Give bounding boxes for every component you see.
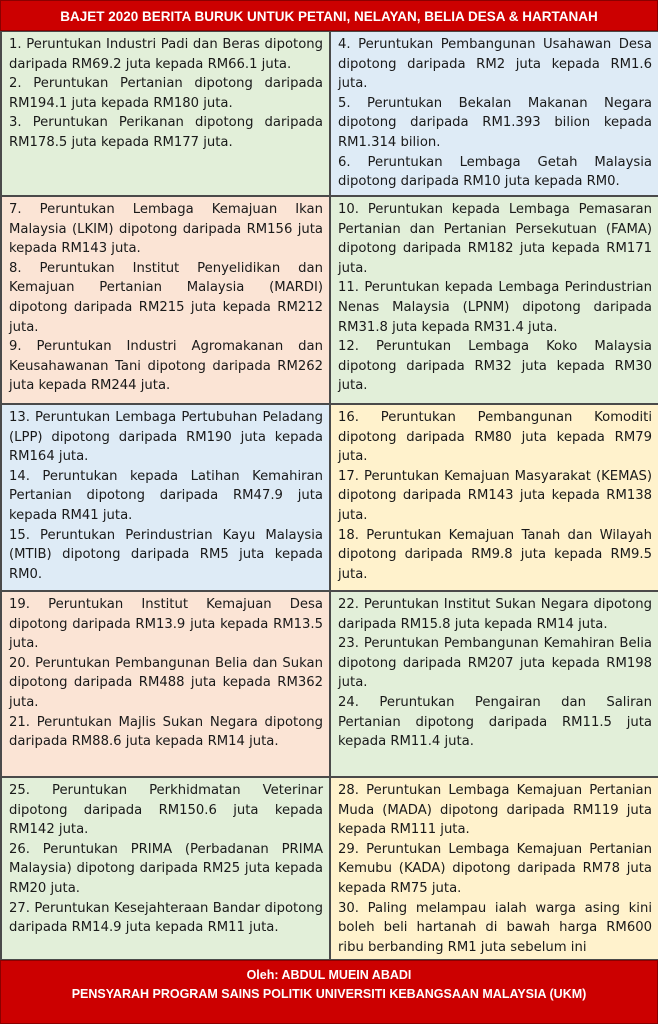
cut-item: 6. Peruntukan Lembaga Getah Malaysia dipotong daripada RM10 juta kepada RM0. [338, 154, 652, 190]
cut-item: 13. Peruntukan Lembaga Pertubuhan Peladang (LPP) dipotong daripada RM190 juta kepada RM164 juta. [9, 410, 323, 465]
author-footer [0, 960, 658, 1024]
cut-item: 17. Peruntukan Kemajuan Masyarakat (KEMAS) dipotong daripada RM143 juta kepada RM138 juta. [338, 468, 652, 523]
cut-item: 10. Peruntukan kepada Lembaga Pemasaran Pertanian dan Pertanian Persekutuan (FAMA) dipotong daripada RM182 juta kepada RM171 juta. [338, 202, 652, 276]
budget-cuts-grid [0, 31, 658, 960]
cut-item: 24. Peruntukan Pengairan dan Saliran Pertanian dipotong daripada RM11.5 juta kepada RM11.4 juta. [338, 694, 652, 750]
cut-item: 2. Peruntukan Pertanian dipotong daripada RM194.1 juta kepada RM180 juta. [9, 76, 323, 111]
cut-item: 22. Peruntukan Institut Sukan Negara dipotong daripada RM15.8 juta kepada RM14 juta. [338, 597, 652, 632]
cut-item: 23. Peruntukan Pembangunan Kemahiran Belia dipotong daripada RM207 juta kepada RM198 juta. [338, 636, 652, 691]
cut-item: 28. Peruntukan Lembaga Kemajuan Pertanian Muda (MADA) dipotong daripada RM119 juta kepada RM111 juta. [338, 783, 652, 838]
cut-item: 21. Peruntukan Majlis Sukan Negara dipotong daripada RM88.6 juta kepada RM14 juta. [9, 714, 323, 750]
cut-item: 15. Peruntukan Perindustrian Kayu Malaysia (MTIB) dipotong daripada RM5 juta kepada RM0. [9, 527, 323, 582]
cut-item: 12. Peruntukan Lembaga Koko Malaysia dipotong daripada RM32 juta kepada RM30 juta. [338, 339, 652, 394]
cut-item: 29. Peruntukan Lembaga Kemajuan Pertanian Kemubu (KADA) dipotong daripada RM78 juta kepada RM75 juta. [338, 841, 652, 896]
cuts-cell-8 [330, 591, 658, 777]
page-title: BAJET 2020 BERITA BURUK UNTUK PETANI, NELAYAN, BELIA DESA & HARTANAH [0, 0, 658, 31]
cuts-cell-4 [330, 196, 658, 404]
cuts-cell-3 [1, 196, 330, 404]
cut-item: 19. Peruntukan Institut Kemajuan Desa dipotong daripada RM13.9 juta kepada RM13.5 juta. [9, 597, 323, 652]
author-affiliation: PENSYARAH PROGRAM SAINS POLITIK UNIVERSITI KEBANGSAAN MALAYSIA (UKM) [71, 987, 587, 1001]
cut-item: 18. Peruntukan Kemajuan Tanah dan Wilayah dipotong daripada RM9.8 juta kepada RM9.5 juta. [338, 527, 652, 582]
cuts-cell-6 [330, 404, 658, 591]
cut-item: 1. Peruntukan Industri Padi dan Beras dipotong daripada RM69.2 juta kepada RM66.1 juta. [9, 37, 323, 72]
cut-item: 26. Peruntukan PRIMA (Perbadanan PRIMA Malaysia) dipotong daripada RM25 juta kepada RM20 juta. [9, 841, 323, 896]
cut-item: 20. Peruntukan Pembangunan Belia dan Sukan dipotong daripada RM488 juta kepada RM362 juta. [9, 655, 323, 710]
cuts-cell-1 [1, 31, 330, 196]
cut-item: 30. Paling melampau ialah warga asing kini boleh beli hartanah di bawah harga RM600 ribu berbanding RM1 juta sebelum ini [338, 900, 652, 955]
cut-item: 7. Peruntukan Lembaga Kemajuan Ikan Malaysia (LKIM) dipotong daripada RM156 juta kepada RM143 juta. [9, 202, 323, 257]
cut-item: 27. Peruntukan Kesejahteraan Bandar dipotong daripada RM14.9 juta kepada RM11 juta. [9, 900, 323, 936]
cuts-cell-9 [1, 777, 330, 960]
cut-item: 14. Peruntukan kepada Latihan Kemahiran Pertanian dipotong daripada RM47.9 juta kepada RM41 juta. [9, 468, 323, 523]
cut-item: 16. Peruntukan Pembangunan Komoditi dipotong daripada RM80 juta kepada RM79 juta. [338, 410, 652, 465]
cut-item: 8. Peruntukan Institut Penyelidikan dan Kemajuan Pertanian Malaysia (MARDI) dipotong daripada RM215 juta kepada RM212 juta. [9, 260, 323, 335]
cuts-cell-5 [1, 404, 330, 591]
author-line: Oleh: ABDUL MUEIN ABADI [246, 968, 412, 982]
cut-item: 4. Peruntukan Pembangunan Usahawan Desa dipotong daripada RM2 juta kepada RM1.6 juta. [338, 37, 652, 92]
cut-item: 5. Peruntukan Bekalan Makanan Negara dipotong daripada RM1.393 bilion kepada RM1.314 bilion. [338, 95, 652, 150]
cut-item: 3. Peruntukan Perikanan dipotong daripada RM178.5 juta kepada RM177 juta. [9, 115, 323, 150]
cuts-cell-2 [330, 31, 658, 196]
cut-item: 11. Peruntukan kepada Lembaga Perindustrian Nenas Malaysia (LPNM) dipotong daripada RM31.8 juta kepada RM31.4 juta. [338, 280, 652, 335]
cuts-cell-7 [1, 591, 330, 777]
cut-item: 9. Peruntukan Industri Agromakanan dan Keusahawanan Tani dipotong daripada RM262 juta kepada RM244 juta. [9, 339, 323, 394]
cut-item: 25. Peruntukan Perkhidmatan Veterinar dipotong daripada RM150.6 juta kepada RM142 juta. [9, 783, 323, 838]
cuts-cell-10 [330, 777, 658, 960]
